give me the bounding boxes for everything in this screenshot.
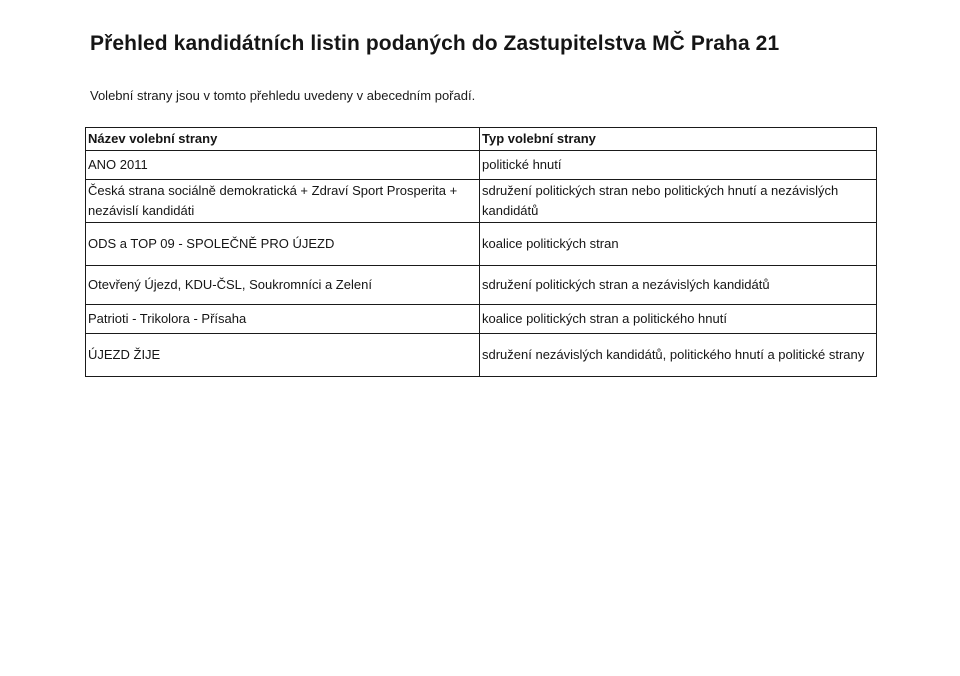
table-row (86, 151, 877, 180)
party-type-cell: sdružení politických stran a nezávislých kandidátů (480, 266, 877, 305)
party-name-cell: ÚJEZD ŽIJE (86, 334, 480, 377)
column-header-type: Typ volební strany (480, 128, 877, 151)
party-name-cell: ANO 2011 (86, 151, 480, 180)
table-row (86, 266, 877, 305)
party-type-cell: koalice politických stran a politického hnutí (480, 305, 877, 334)
table-header-row (86, 128, 877, 151)
party-name-cell: Otevřený Újezd, KDU-ČSL, Soukromníci a Zelení (86, 266, 480, 305)
candidate-lists-table (85, 127, 877, 377)
party-name-cell: Česká strana sociálně demokratická + Zdraví Sport Prosperita + nezávislí kandidáti (86, 180, 480, 223)
table-row (86, 334, 877, 377)
table-row (86, 223, 877, 266)
table-row (86, 305, 877, 334)
table-row (86, 180, 877, 223)
party-name-cell: Patrioti - Trikolora - Přísaha (86, 305, 480, 334)
party-type-cell: politické hnutí (480, 151, 877, 180)
party-type-cell: sdružení nezávislých kandidátů, politického hnutí a politické strany (480, 334, 877, 377)
party-name-cell: ODS a TOP 09 - SPOLEČNĚ PRO ÚJEZD (86, 223, 480, 266)
party-type-cell: sdružení politických stran nebo politických hnutí a nezávislých kandidátů (480, 180, 877, 223)
party-type-cell: koalice politických stran (480, 223, 877, 266)
intro-text: Volební strany jsou v tomto přehledu uvedeny v abecedním pořadí. (90, 88, 476, 103)
page-title: Přehled kandidátních listin podaných do Zastupitelstva MČ Praha 21 (90, 32, 780, 55)
column-header-name: Název volební strany (86, 128, 480, 151)
